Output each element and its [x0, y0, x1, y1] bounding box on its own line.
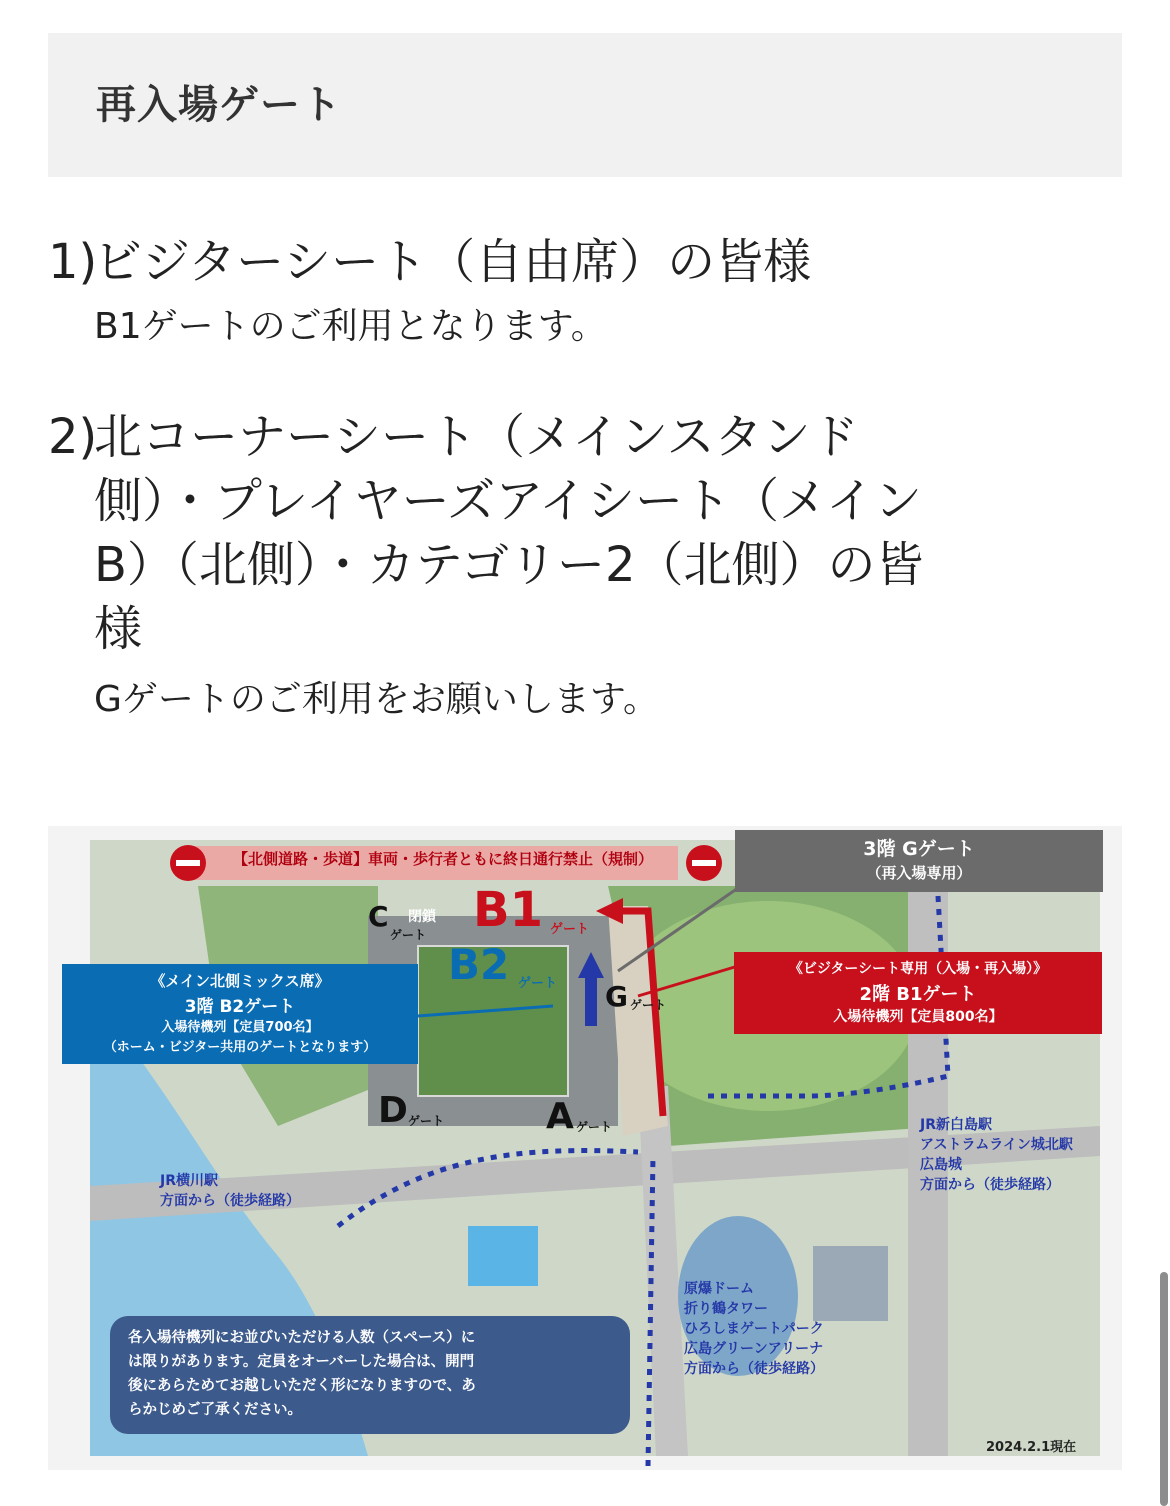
- gate-b2-label: B2: [448, 940, 510, 989]
- route-right-line2: アストラムライン城北駅: [920, 1137, 1073, 1153]
- route-bottom-line5: 方面から（徒歩経路）: [684, 1361, 824, 1377]
- notice-line2: は限りがあります。定員をオーバーした場合は、開門: [128, 1354, 475, 1370]
- arena-building: [813, 1246, 888, 1321]
- route-bottom-line4: 広島グリーンアリーナ: [684, 1341, 824, 1357]
- route-bottom-line2: 折り鶴タワー: [684, 1301, 768, 1317]
- item-1-number: 1): [48, 234, 98, 290]
- gate-c-suffix: ゲート: [390, 928, 427, 942]
- gate-b1-suffix: ゲート: [550, 922, 590, 937]
- item-2-title-line-1: 北コーナーシート（メインスタンド: [94, 409, 859, 465]
- gate-g-suffix: ゲート: [630, 998, 667, 1012]
- item-2-title: [48, 405, 924, 661]
- gate-d-label: D: [378, 1090, 408, 1131]
- notice-line1: 各入場待機列にお並びいただける人数（スペース）に: [128, 1330, 476, 1346]
- b2-box-line4: （ホーム・ビジター共用のゲートとなります）: [103, 1040, 377, 1055]
- gate-c-label: C: [368, 900, 389, 933]
- notice-line4: らかじめご了承ください。: [128, 1402, 302, 1418]
- g-gate-arrow: [585, 976, 597, 1026]
- route-bottom-line3: ひろしまゲートパーク: [684, 1321, 824, 1337]
- b2-box-line1: 《メイン北側ミックス席》: [150, 972, 330, 990]
- gate-b1-label: B1: [473, 882, 543, 938]
- map-date: 2024.2.1現在: [986, 1440, 1077, 1455]
- route-right-line1: JR新白島駅: [920, 1117, 992, 1133]
- b1-box-line1: 《ビジターシート専用（入場・再入場）》: [788, 961, 1048, 977]
- item-2-number: 2): [48, 409, 98, 465]
- gate-a-label: A: [546, 1096, 574, 1137]
- item-1-title: [48, 230, 811, 294]
- item-1-title-line: ビジターシート（自由席）の皆様: [94, 234, 812, 290]
- route-right-line4: 方面から（徒歩経路）: [920, 1177, 1060, 1193]
- b2-box-line3: 入場待機列【定員700名】: [161, 1020, 319, 1035]
- item-1-body: B1ゲートのご利用となります。: [94, 306, 607, 347]
- route-left-line1: JR横川駅: [160, 1173, 218, 1189]
- b1-box-line2: 2階 B1ゲート: [859, 984, 977, 1005]
- item-2-body: Gゲートのご利用をお願いします。: [94, 679, 660, 720]
- section-title: 再入場ゲート: [96, 82, 342, 128]
- route-bottom-line1: 原爆ドーム: [684, 1281, 754, 1297]
- b2-box-line2: 3階 B2ゲート: [184, 997, 296, 1017]
- gate-c-closed: 閉鎖: [408, 909, 436, 925]
- gate-b2-suffix: ゲート: [518, 976, 558, 991]
- g-gate-box-line1: 3階 Gゲート: [863, 838, 975, 860]
- scrollbar[interactable]: [1160, 1272, 1168, 1506]
- g-gate-box-line2: （再入場専用）: [866, 864, 972, 882]
- item-2-title-line-2: 側）・プレイヤーズアイシート（メイン: [94, 473, 923, 529]
- section-header: [48, 33, 1122, 177]
- gate-d-suffix: ゲート: [408, 1114, 445, 1128]
- closed-road-label: 【北側道路・歩道】車両・歩行者ともに終日通行禁止（規制）: [232, 850, 653, 868]
- stadium-gate-map: [48, 826, 1122, 1470]
- item-2-title-line-3: B）（北側）・カテゴリー2（北側）の皆: [94, 537, 924, 593]
- b1-box-line3: 入場待機列【定員800名】: [833, 1009, 1003, 1025]
- gate-g-label: G: [605, 980, 628, 1013]
- notice-line3: 後にあらためてお越しいただく形になりますので、あ: [128, 1378, 476, 1394]
- item-2-title-line-4: 様: [94, 601, 143, 657]
- gate-a-suffix: ゲート: [576, 1120, 613, 1134]
- route-left-line2: 方面から（徒歩経路）: [160, 1193, 300, 1209]
- route-right-line3: 広島城: [920, 1157, 962, 1173]
- pool: [468, 1226, 538, 1286]
